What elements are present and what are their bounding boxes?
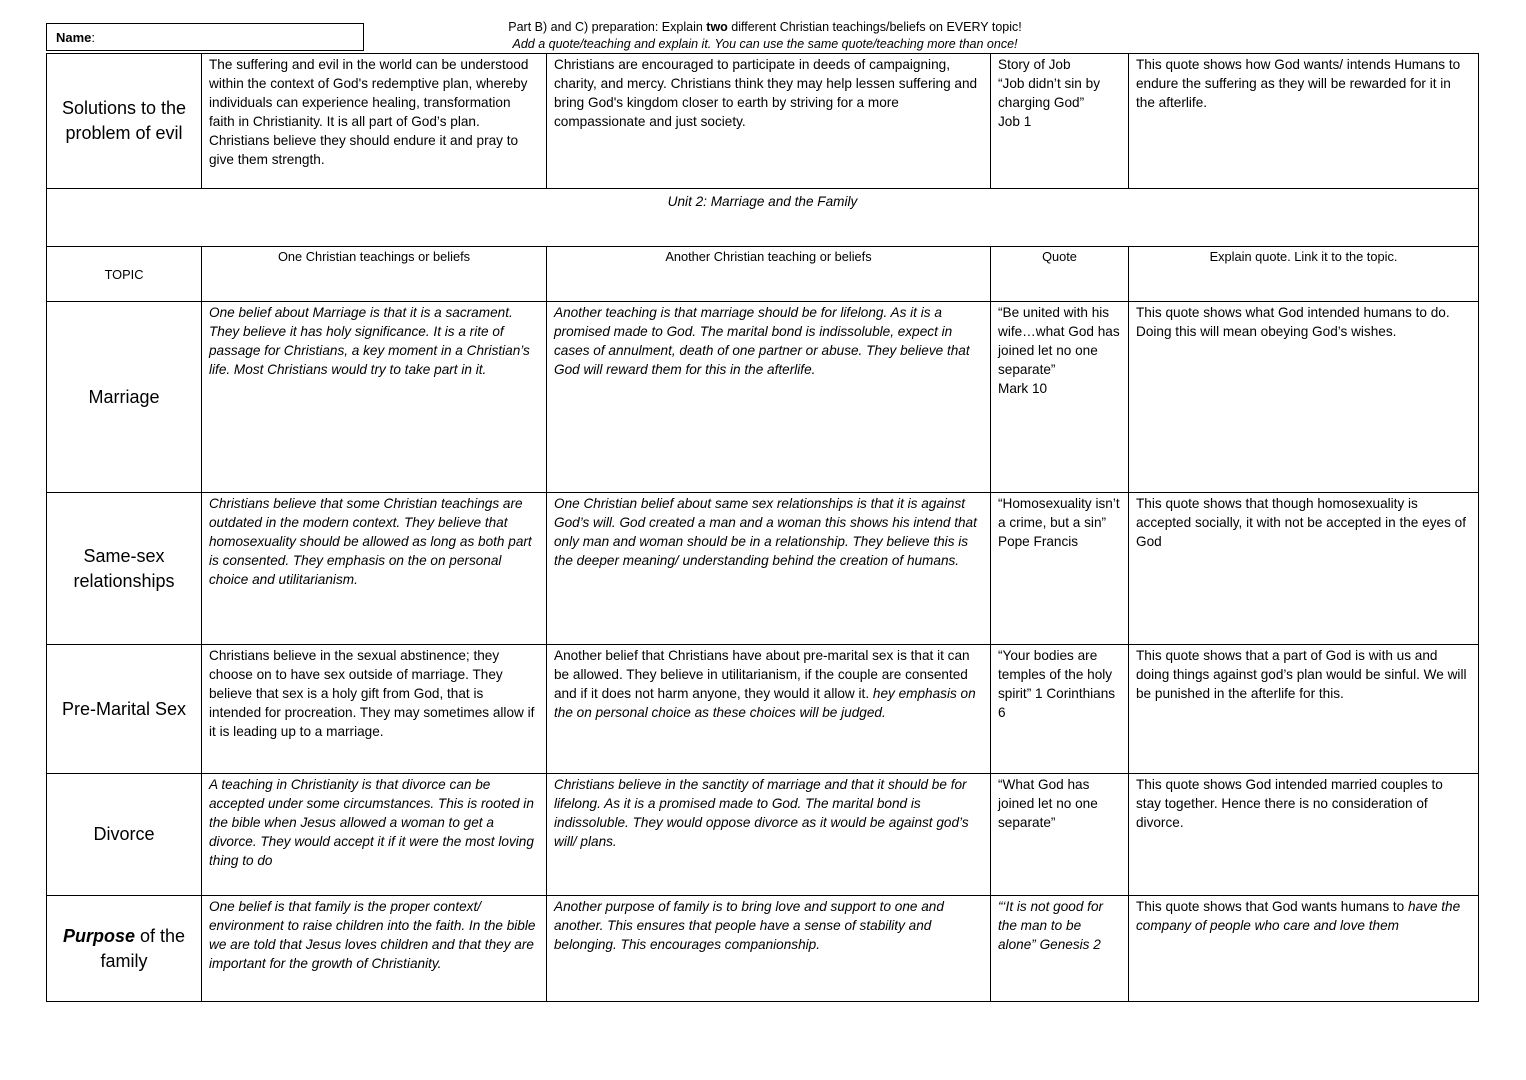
explain-cell[interactable]: This quote shows what God intended humans to do. Doing this will mean obeying God’s wishes.: [1129, 302, 1479, 493]
quote-cell[interactable]: Story of Job “Job didn’t sin by charging God” Job 1: [991, 54, 1129, 189]
table-row: [47, 896, 1479, 1002]
name-colon: :: [91, 30, 96, 45]
explain-cell[interactable]: This quote shows that God wants humans to have the company of people who care and love them: [1129, 896, 1479, 1002]
topic-cell: Purpose of the family: [47, 896, 202, 1002]
col-header-explain: Explain quote. Link it to the topic.: [1129, 247, 1479, 302]
teaching-2-cell[interactable]: Another belief that Christians have about pre-marital sex is that it can be allowed. They believe in utilitarianism, if the couple are consented and if it does not harm anyone, they would it allow it. hey emphasis on the on personal choice as these choices will be judged.: [547, 645, 991, 774]
explain-cell[interactable]: This quote shows God intended married couples to stay together. Hence there is no consideration of divorce.: [1129, 774, 1479, 896]
teaching-1-cell[interactable]: One belief is that family is the proper context/ environment to raise children into the faith. In the bible we are told that Jesus loves children and that they are important for the growth of Christianity.: [202, 896, 547, 1002]
name-field[interactable]: [46, 23, 364, 51]
teaching-1-cell[interactable]: The suffering and evil in the world can be understood within the context of God's redemptive plan, whereby individuals can experience healing, transformation faith in Christianity. It is all part of God’s plan. Christians believe they should endure it and pray to give them strength.: [202, 54, 547, 189]
col-header-topic: TOPIC: [47, 247, 202, 302]
quote-cell[interactable]: “‘It is not good for the man to be alone” Genesis 2: [991, 896, 1129, 1002]
topic-cell: Marriage: [47, 302, 202, 493]
explain-cell[interactable]: This quote shows that though homosexuality is accepted socially, it with not be accepted in the eyes of God: [1129, 493, 1479, 645]
teaching-2-cell[interactable]: Christians believe in the sanctity of marriage and that it should be for lifelong. As it is a promised made to God. The marital bond is indissoluble. They would oppose divorce as it would be against god’s will/ plans.: [547, 774, 991, 896]
table-row: [47, 54, 1479, 189]
instructions-line-1: Part B) and C) preparation: Explain two different Christian teachings/beliefs on EVERY topic!: [508, 20, 1022, 34]
table-row: [47, 493, 1479, 645]
table-row: [47, 645, 1479, 774]
quote-cell[interactable]: “Be united with his wife…what God has joined let no one separate” Mark 10: [991, 302, 1129, 493]
teaching-1-cell[interactable]: Christians believe in the sexual abstinence; they choose on to have sex outside of marriage. They believe that sex is a holy gift from God, that is intended for procreation. They may sometimes allow if it is leading up to a marriage.: [202, 645, 547, 774]
teaching-1-cell[interactable]: One belief about Marriage is that it is a sacrament. They believe it has holy significance. It is a rite of passage for Christians, a key moment in a Christian’s life. Most Christians would try to take part in it.: [202, 302, 547, 493]
teaching-2-cell[interactable]: One Christian belief about same sex relationships is that it is against God’s will. God created a man and a woman this shows his intend that only man and woman should be in a relationship. They believe this is the deeper meaning/ understanding behind the creation of humans.: [547, 493, 991, 645]
teaching-2-cell[interactable]: Christians are encouraged to participate in deeds of campaigning, charity, and mercy. Christians think they may help lessen suffering and bring God's kingdom closer to earth by striving for a more compassionate and just society.: [547, 54, 991, 189]
name-label: Name: [56, 30, 92, 45]
teaching-2-cell[interactable]: Another teaching is that marriage should be for lifelong. As it is a promised made to God. The marital bond is indissoluble, expect in cases of annulment, death of one partner or abuse. They believe that God will reward them for this in the afterlife.: [547, 302, 991, 493]
explain-cell[interactable]: This quote shows that a part of God is with us and doing things against god’s plan would be sinful. We will be punished in the afterlife for this.: [1129, 645, 1479, 774]
table-row: [47, 774, 1479, 896]
col-header-quote: Quote: [991, 247, 1129, 302]
table-row: [47, 302, 1479, 493]
topic-cell: Pre-Marital Sex: [47, 645, 202, 774]
quote-cell[interactable]: “Your bodies are temples of the holy spirit” 1 Corinthians 6: [991, 645, 1129, 774]
explain-cell[interactable]: This quote shows how God wants/ intends Humans to endure the suffering as they will be rewarded for it in the afterlife.: [1129, 54, 1479, 189]
table-row: [47, 189, 1479, 247]
topic-cell: Divorce: [47, 774, 202, 896]
topic-cell: Solutions to the problem of evil: [47, 54, 202, 189]
unit-title: Unit 2: Marriage and the Family: [47, 189, 1479, 247]
col-header-teaching-1: One Christian teachings or beliefs: [202, 247, 547, 302]
teaching-1-cell[interactable]: A teaching in Christianity is that divorce can be accepted under some circumstances. This is rooted in the bible when Jesus allowed a woman to get a divorce. They would accept it if it were the most loving thing to do: [202, 774, 547, 896]
teaching-1-cell[interactable]: Christians believe that some Christian teachings are outdated in the modern context. They believe that homosexuality should be allowed as long as both part is consented. They emphasis on the on personal choice and utilitarianism.: [202, 493, 547, 645]
instructions-line-2: Add a quote/teaching and explain it. You can use the same quote/teaching more than once!: [512, 37, 1018, 51]
teaching-2-cell[interactable]: Another purpose of family is to bring love and support to one and another. This ensures that people have a sense of stability and belonging. This encourages companionship.: [547, 896, 991, 1002]
topic-cell: Same-sex relationships: [47, 493, 202, 645]
quote-cell[interactable]: “Homosexuality isn’t a crime, but a sin” Pope Francis: [991, 493, 1129, 645]
quote-cell[interactable]: “What God has joined let no one separate”: [991, 774, 1129, 896]
worksheet-table: [46, 53, 1479, 1002]
col-header-teaching-2: Another Christian teaching or beliefs: [547, 247, 991, 302]
header-row: [47, 247, 1479, 302]
instructions: [380, 19, 1150, 53]
